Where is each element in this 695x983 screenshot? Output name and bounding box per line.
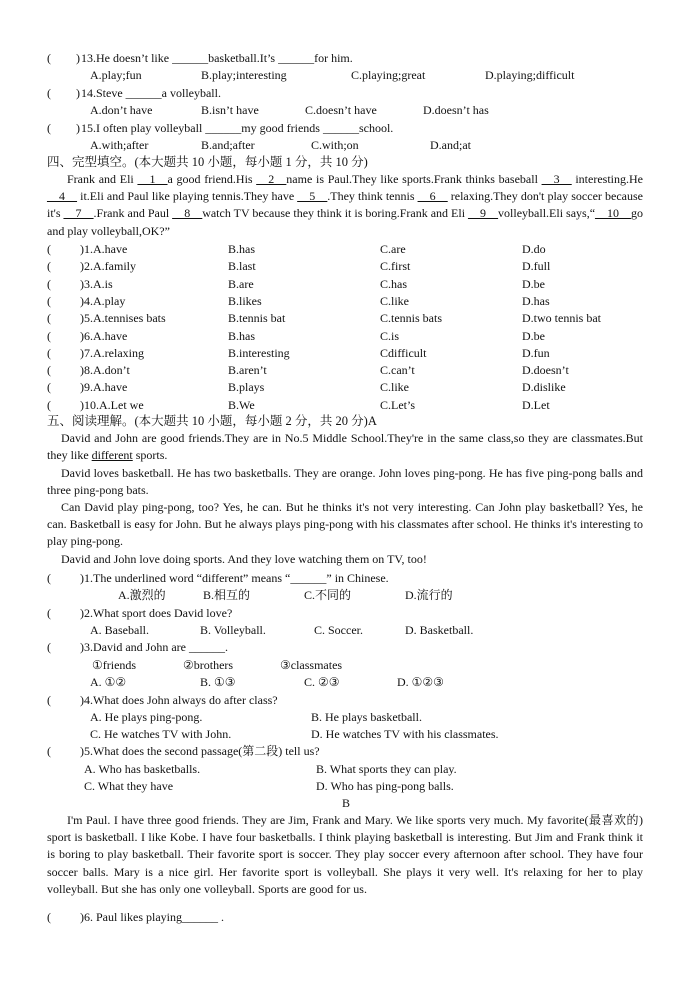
blank: __2__: [256, 172, 287, 186]
option-b[interactable]: B.has: [228, 242, 255, 256]
option-d[interactable]: D.has: [522, 293, 550, 308]
passage-a-p3: Can David play ping-pong, too? Yes, he can. But he thinks it's not very interesting. Can John play basketball? Yes, he can. Basketball is easy for John. But he always plays ping-pong with his classmates after school. He thinks it's interesting to play ping-pong.: [47, 500, 643, 549]
passage-a-p2: David loves basketball. He has two basketballs. They are orange. John loves ping-pong. He has five ping-pong balls and three ping-pong bats.: [47, 466, 643, 498]
option-a[interactable]: 10.A.Let we: [84, 397, 144, 412]
option-a[interactable]: A.play;fun: [90, 68, 142, 82]
paren[interactable]: (: [47, 744, 51, 758]
paren[interactable]: (: [47, 571, 51, 585]
paren[interactable]: (: [47, 910, 51, 924]
option-a[interactable]: 4.A.play: [84, 293, 126, 308]
item-classmates: ③classmates: [280, 658, 343, 672]
paren[interactable]: (: [47, 259, 51, 274]
passage-a-p1: David and John are good friends.They are in No.5 Middle School.They're in the same class,so they are classmates.But they like different sports.: [47, 431, 643, 463]
option-c[interactable]: C.can’t: [380, 363, 415, 378]
paren[interactable]: (: [47, 121, 51, 135]
option-b[interactable]: B.last: [228, 259, 256, 274]
option-c[interactable]: C.Let’s: [380, 397, 415, 412]
option-b[interactable]: B. He plays basketball.: [311, 710, 422, 724]
paren[interactable]: (: [47, 86, 51, 100]
item-brothers: ②brothers: [183, 658, 234, 672]
passage-b: I'm Paul. I have three good friends. They are Jim, Frank and Mary. We like sports very much. My favorite(最喜欢的) sport is basketball. I like Kobe. I have four basketballs. I think playing basketball is interesting. But Jim and Frank think it is boring to play basketball. Their favorite sport is soccer. They play soccer every afternoon after school. They have four soccer balls. Mary is a nice girl. Her favorite sport is volleyball. She plays it very well. It's relaxing for her to play volleyball. But she has only one volleyball. Sports are good for us.: [47, 813, 643, 896]
option-a[interactable]: 1.A.have: [84, 242, 128, 256]
option-c[interactable]: C.不同的: [304, 588, 352, 602]
option-c[interactable]: C. ②③: [304, 675, 340, 689]
option-c[interactable]: C. He watches TV with John.: [90, 727, 232, 741]
paren-close: ): [80, 744, 84, 758]
option-c[interactable]: C.playing;great: [351, 68, 426, 82]
paren[interactable]: (: [47, 345, 51, 360]
option-d[interactable]: D.two tennis bat: [522, 311, 601, 326]
reading-q5-stem: 5.What does the second passage(第二段) tell us?: [84, 744, 320, 758]
paren-close: ): [76, 86, 80, 100]
option-b[interactable]: B.aren’t: [228, 363, 267, 378]
option-d[interactable]: D.be: [522, 328, 545, 343]
option-b[interactable]: B. What sports they can play.: [316, 762, 457, 776]
option-d[interactable]: D.do: [522, 242, 546, 256]
section-heading-reading: 五、阅读理解。(本大题共 10 小题，每小题 2 分，共 20 分)A: [47, 414, 377, 428]
option-a[interactable]: A. Baseball.: [90, 623, 149, 637]
option-b[interactable]: B.We: [228, 397, 255, 412]
option-c[interactable]: C.like: [380, 293, 409, 308]
option-d[interactable]: D.be: [522, 276, 545, 291]
option-a[interactable]: A.激烈的: [118, 588, 166, 602]
option-b[interactable]: B.tennis bat: [228, 311, 286, 326]
blank: __7__: [63, 206, 94, 221]
paren-close: ): [80, 328, 84, 343]
option-b[interactable]: B.has: [228, 328, 255, 343]
reading-q2-stem: 2.What sport does David love?: [84, 606, 233, 620]
option-c[interactable]: C.is: [380, 328, 400, 343]
option-c[interactable]: C.has: [380, 276, 407, 291]
paren-close: ): [80, 571, 84, 585]
paren-close: ): [80, 276, 84, 291]
option-d[interactable]: D.Let: [522, 397, 550, 412]
blank: __1__: [137, 172, 168, 186]
paren-close: ): [80, 293, 84, 308]
option-d[interactable]: D. Basketball.: [405, 623, 474, 637]
paren[interactable]: (: [47, 276, 51, 291]
blank: __9__: [468, 206, 499, 221]
paren[interactable]: (: [47, 51, 51, 65]
option-b[interactable]: B.play;interesting: [201, 68, 287, 82]
blank: __6__: [417, 189, 448, 204]
option-b[interactable]: B.plays: [228, 380, 265, 395]
paren-close: ): [80, 910, 84, 924]
passage-a-p4: David and John love doing sports. And they love watching them on TV, too!: [61, 552, 427, 566]
paren-close: ): [80, 693, 84, 707]
blank: __5__: [297, 189, 328, 204]
option-a[interactable]: 8.A.don’t: [84, 363, 130, 378]
option-a[interactable]: 7.A.relaxing: [84, 345, 144, 360]
blank: __4__: [47, 189, 77, 204]
option-b[interactable]: B.are: [228, 276, 254, 291]
blank: __3__: [541, 172, 572, 186]
option-a[interactable]: 3.A.is: [84, 276, 113, 291]
blank: __10__: [595, 206, 632, 221]
option-b[interactable]: B. ①③: [200, 675, 236, 689]
paren-close: ): [80, 259, 84, 274]
option-c[interactable]: C. What they have: [84, 779, 174, 793]
option-d[interactable]: D.fun: [522, 345, 550, 360]
section-heading-cloze: 四、完型填空。(本大题共 10 小题，每小题 1 分，共 10 分): [47, 155, 368, 169]
reading-q3-stem: 3.David and John are ______.: [84, 640, 228, 654]
paren[interactable]: (: [47, 380, 51, 395]
paren-close: ): [80, 345, 84, 360]
option-d[interactable]: D. He watches TV with his classmates.: [311, 727, 499, 741]
option-a[interactable]: A.don’t have: [90, 103, 153, 117]
option-c[interactable]: Cdifficult: [380, 345, 427, 360]
reading-q4-stem: 4.What does John always do after class?: [84, 693, 278, 707]
reading-q6-stem: 6. Paul likes playing______ .: [84, 910, 224, 924]
option-d[interactable]: D.流行的: [405, 588, 453, 602]
question-15-stem: 15.I often play volleyball ______my good friends ______school.: [81, 121, 394, 135]
paren[interactable]: (: [47, 606, 51, 620]
option-d[interactable]: D.dislike: [522, 380, 566, 395]
paren[interactable]: (: [47, 293, 51, 308]
option-c[interactable]: C.first: [380, 259, 411, 274]
option-a[interactable]: A. ①②: [90, 675, 127, 689]
paren-close: ): [80, 311, 84, 326]
part-b-label: B: [342, 796, 351, 810]
paren-close: ): [80, 380, 84, 395]
paren-close: ): [80, 242, 84, 256]
paren[interactable]: (: [47, 640, 51, 654]
paren[interactable]: (: [47, 242, 51, 256]
option-a[interactable]: A. Who has basketballs.: [84, 762, 201, 776]
option-a[interactable]: A. He plays ping-pong.: [90, 710, 203, 724]
option-a[interactable]: A.with;after: [90, 138, 149, 152]
option-d[interactable]: D.full: [522, 259, 551, 274]
option-d[interactable]: D.and;at: [430, 138, 471, 152]
option-d[interactable]: D.doesn’t: [522, 363, 569, 378]
option-b[interactable]: B.相互的: [203, 588, 251, 602]
underlined-word: different: [91, 448, 133, 463]
option-d[interactable]: D.playing;difficult: [485, 68, 575, 82]
option-c[interactable]: C. Soccer.: [314, 623, 363, 637]
option-a[interactable]: 2.A.family: [84, 259, 136, 274]
paren-close: ): [80, 640, 84, 654]
option-b[interactable]: B.and;after: [201, 138, 255, 152]
paren-close: ): [80, 397, 84, 412]
option-b[interactable]: B.isn’t have: [201, 103, 259, 117]
option-b[interactable]: B. Volleyball.: [200, 623, 266, 637]
paren-close: ): [76, 51, 80, 65]
option-c[interactable]: C.like: [380, 380, 409, 395]
paren[interactable]: (: [47, 311, 51, 326]
paren[interactable]: (: [47, 693, 51, 707]
paren[interactable]: (: [47, 328, 51, 343]
option-d[interactable]: D. Who has ping-pong balls.: [316, 779, 454, 793]
option-d[interactable]: D.doesn’t has: [423, 103, 489, 117]
cloze-passage: Frank and Eli __1__a good friend.His __2__name is Paul.They like sports.Frank thinks baseball __3__ interesting.He __4__ it.Eli and Paul like playing tennis.They have __5__.They think tennis __6__ relaxing.They don't play soccer because it's __7__.Frank and Paul __8__watch TV because they think it is boring.Frank and Eli __9__volleyball.Eli says,“__10__go and play volleyball,OK?”: [47, 172, 644, 238]
option-c[interactable]: C.doesn’t have: [305, 103, 377, 117]
option-a[interactable]: 6.A.have: [84, 328, 128, 343]
option-b[interactable]: B.likes: [228, 293, 262, 308]
paren-close: ): [80, 606, 84, 620]
option-a[interactable]: 5.A.tennises bats: [84, 311, 166, 326]
reading-q1-stem: 1.The underlined word “different” means “______” in Chinese.: [84, 571, 389, 585]
paren-close: ): [76, 121, 80, 135]
item-friends: ①friends: [92, 658, 137, 672]
option-a[interactable]: 9.A.have: [84, 380, 128, 395]
paren[interactable]: (: [47, 363, 51, 378]
blank: __8__: [172, 206, 203, 221]
question-13-stem: 13.He doesn’t like ______basketball.It’s ______for him.: [81, 51, 353, 65]
question-14-stem: 14.Steve ______a volleyball.: [81, 86, 221, 100]
paren[interactable]: (: [47, 397, 51, 412]
option-b[interactable]: B.interesting: [228, 345, 290, 360]
option-c[interactable]: C.with;on: [311, 138, 359, 152]
option-c[interactable]: C.are: [380, 242, 406, 256]
option-c[interactable]: C.tennis bats: [380, 311, 442, 326]
option-d[interactable]: D. ①②③: [397, 675, 444, 689]
paren-close: ): [80, 363, 84, 378]
